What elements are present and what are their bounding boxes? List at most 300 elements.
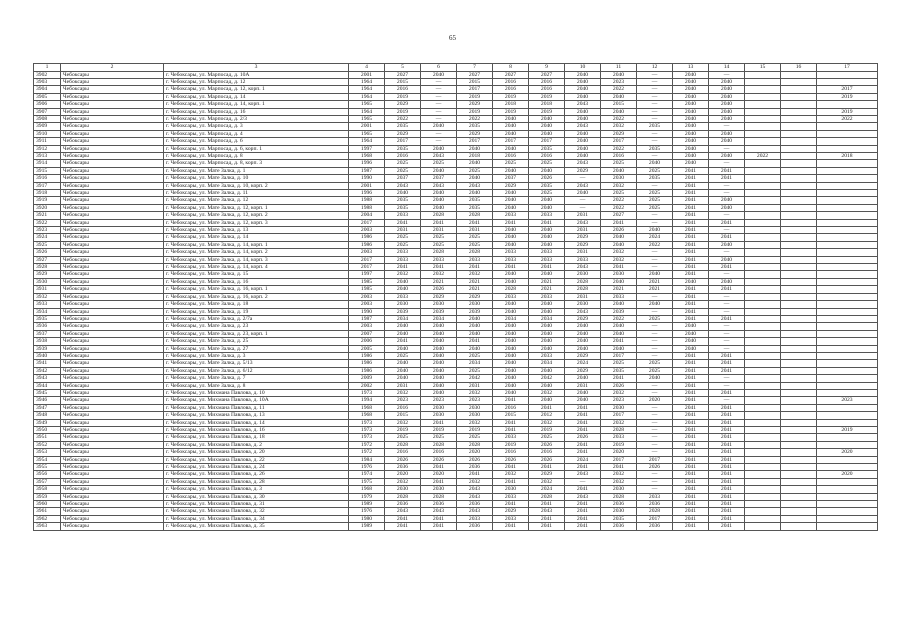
year-cell: 1976 [349,508,385,515]
year-cell [745,219,781,226]
settlement-cell: Чебоксары [61,412,164,419]
year-cell: — [637,382,673,389]
address-cell: г. Чебоксары, ул. Мате Залка, д. 23, корп. 1 [164,330,349,337]
year-cell: 2040 [493,375,529,382]
year-cell: 2040 [529,234,565,241]
year-cell: 2025 [637,204,673,211]
address-cell: г. Чебоксары, ул. Марпосад, д. 3 [164,123,349,130]
year-cell: 2041 [673,308,709,315]
year-cell [745,86,781,93]
year-cell: 2041 [493,523,529,530]
year-cell: 2033 [385,293,421,300]
year-cell: 2040 [457,315,493,322]
year-cell: 2043 [565,308,601,315]
year-cell [781,471,817,478]
year-cell: 1972 [349,441,385,448]
year-cell: 2023 [385,397,421,404]
table-row [34,449,878,456]
year-cell: 2023 [601,78,637,85]
year-cell: 2040 [565,190,601,197]
year-cell: — [709,249,745,256]
table-row [34,286,878,293]
year-cell: 2041 [673,404,709,411]
address-cell: г. Чебоксары, ул. Мате Залка, д. 12 [164,197,349,204]
year-cell: 2040 [493,308,529,315]
year-cell: 2041 [385,523,421,530]
year-cell: 2025 [385,160,421,167]
year-cell [817,145,878,152]
address-cell: г. Чебоксары, ул. Мате Залка, д. 6/12 [164,367,349,374]
row-number-cell: 3903 [34,78,61,85]
year-cell [817,456,878,463]
year-cell: 2040 [493,382,529,389]
year-cell: — [637,404,673,411]
year-cell: 2040 [601,108,637,115]
row-number-cell: 3945 [34,389,61,396]
address-cell: г. Чебоксары, ул. Михмана Павлова, д. 3 [164,486,349,493]
year-cell: — [637,115,673,122]
year-cell [745,286,781,293]
year-cell: 2019 [529,93,565,100]
year-cell: 2035 [529,145,565,152]
year-cell: 1964 [349,108,385,115]
table-row [34,175,878,182]
year-cell: 2040 [529,271,565,278]
column-header: 10 [565,64,601,72]
year-cell [745,501,781,508]
year-cell: 2026 [601,382,637,389]
year-cell: 2040 [601,323,637,330]
year-cell: 2016 [493,404,529,411]
year-cell: 2026 [421,456,457,463]
year-cell: 2041 [673,212,709,219]
year-cell: 2041 [529,523,565,530]
year-cell [781,241,817,248]
year-cell: 2040 [493,167,529,174]
address-cell: г. Чебоксары, ул. Мате Залка, д. 16 [164,278,349,285]
year-cell: 2040 [385,345,421,352]
row-number-cell: 3958 [34,486,61,493]
year-cell: — [637,308,673,315]
year-cell [781,478,817,485]
address-cell: г. Чебоксары, ул. Михмана Павлова, д. 2 [164,441,349,448]
year-cell [745,397,781,404]
year-cell: 1989 [349,501,385,508]
year-cell [781,315,817,322]
year-cell: 2040 [565,138,601,145]
address-cell: г. Чебоксары, ул. Мате Залка, д. 27 [164,345,349,352]
year-cell: 2026 [565,434,601,441]
settlement-cell: Чебоксары [61,449,164,456]
address-cell: г. Чебоксары, ул. Мате Залка, д. 14 [164,234,349,241]
year-cell: 2028 [601,493,637,500]
year-cell [745,360,781,367]
year-cell: 2016 [385,86,421,93]
year-cell: 2040 [493,389,529,396]
year-cell: 2040 [457,345,493,352]
settlement-cell: Чебоксары [61,456,164,463]
address-cell: г. Чебоксары, ул. Михмана Павлова, д. 35 [164,523,349,530]
row-number-cell: 3962 [34,515,61,522]
year-cell: 2041 [709,419,745,426]
address-cell: г. Чебоксары, ул. Мате Залка, д. 14, корп. 2 [164,249,349,256]
year-cell: 2041 [565,501,601,508]
year-cell: 2041 [493,264,529,271]
year-cell [781,323,817,330]
year-cell [817,464,878,471]
row-number-cell: 3929 [34,271,61,278]
year-cell: 1968 [349,486,385,493]
year-cell: 2040 [601,93,637,100]
row-number-cell: 3905 [34,93,61,100]
year-cell [781,249,817,256]
year-cell: 2020 [817,449,878,456]
year-cell: 1990 [349,308,385,315]
address-cell: г. Чебоксары, ул. Марпосад, д. 10А [164,71,349,78]
year-cell: 2040 [529,204,565,211]
year-cell: 2035 [637,175,673,182]
row-number-cell: 3915 [34,167,61,174]
year-cell [781,286,817,293]
year-cell: 2027 [529,71,565,78]
year-cell: 2043 [529,508,565,515]
year-cell [817,323,878,330]
year-cell: 2040 [601,301,637,308]
year-cell: 2032 [493,471,529,478]
year-cell: 2007 [349,330,385,337]
year-cell: 2041 [529,404,565,411]
settlement-cell: Чебоксары [61,471,164,478]
year-cell: 2036 [457,501,493,508]
year-cell: 2041 [709,501,745,508]
row-number-cell: 3911 [34,138,61,145]
year-cell: 2033 [529,212,565,219]
year-cell: 2019 [529,427,565,434]
year-cell: 2033 [529,256,565,263]
year-cell [745,352,781,359]
year-cell: 2029 [421,293,457,300]
year-cell: 2028 [457,212,493,219]
year-cell [817,501,878,508]
year-cell: 2041 [673,234,709,241]
row-number-cell: 3908 [34,115,61,122]
year-cell: 2040 [457,323,493,330]
year-cell [781,493,817,500]
year-cell: 2032 [385,478,421,485]
year-cell: 2040 [673,78,709,85]
year-cell: 2001 [349,71,385,78]
address-cell: г. Чебоксары, ул. Михмана Павлова, д. 13 [164,412,349,419]
year-cell [781,293,817,300]
year-cell [745,204,781,211]
year-cell [781,219,817,226]
year-cell: 2018 [493,101,529,108]
year-cell: 2024 [565,360,601,367]
year-cell: 2040 [493,227,529,234]
year-cell: 2025 [421,234,457,241]
year-cell: — [421,86,457,93]
year-cell: 2028 [601,427,637,434]
year-cell: 2040 [529,227,565,234]
year-cell: 2017 [457,86,493,93]
table-row [34,190,878,197]
year-cell: 2040 [565,323,601,330]
year-cell: 2040 [493,271,529,278]
settlement-cell: Чебоксары [61,464,164,471]
row-number-cell: 3955 [34,464,61,471]
year-cell [817,138,878,145]
year-cell: 2029 [457,130,493,137]
year-cell: 2041 [709,175,745,182]
address-cell: г. Чебоксары, ул. Михмана Павлова, д. 28 [164,478,349,485]
year-cell: 2041 [385,515,421,522]
year-cell: 2040 [493,330,529,337]
year-cell: 2040 [457,160,493,167]
year-cell [781,145,817,152]
settlement-cell: Чебоксары [61,515,164,522]
address-cell: г. Чебоксары, ул. Марпосад, д. 6, корп. 1 [164,145,349,152]
table-row [34,464,878,471]
row-number-cell: 3960 [34,501,61,508]
address-cell: г. Чебоксары, ул. Мате Залка, д. 5/13 [164,360,349,367]
row-number-cell: 3952 [34,441,61,448]
address-cell: г. Чебоксары, ул. Марпосад, д. 6 [164,138,349,145]
year-cell: 2041 [673,197,709,204]
year-cell: 2041 [421,264,457,271]
year-cell: 2041 [673,367,709,374]
year-cell [781,86,817,93]
year-cell: 2043 [565,123,601,130]
year-cell [745,493,781,500]
year-cell: 2041 [565,404,601,411]
year-cell: 2041 [673,190,709,197]
row-number-cell: 3956 [34,471,61,478]
table-row [34,486,878,493]
table-row [34,227,878,234]
year-cell: 2035 [601,515,637,522]
settlement-cell: Чебоксары [61,249,164,256]
year-cell: 2036 [637,501,673,508]
year-cell: 1990 [349,175,385,182]
year-cell: 2041 [709,486,745,493]
year-cell: 2029 [565,241,601,248]
table-row [34,204,878,211]
row-number-cell: 3961 [34,508,61,515]
column-header: 1 [34,64,61,72]
column-header: 15 [745,64,781,72]
year-cell: 2032 [601,471,637,478]
year-cell: 2040 [493,123,529,130]
row-number-cell: 3904 [34,86,61,93]
year-cell: — [637,330,673,337]
year-cell: 2041 [493,464,529,471]
column-header: 16 [781,64,817,72]
year-cell: 2040 [457,330,493,337]
address-cell: г. Чебоксары, ул. Михмана Павлова, д. 24 [164,464,349,471]
year-cell: 2041 [673,315,709,322]
year-cell: 2040 [673,71,709,78]
year-cell: 2019 [457,427,493,434]
year-cell: 2017 [349,256,385,263]
year-cell: 2031 [565,382,601,389]
address-cell: г. Чебоксары, ул. Михмана Павлова, д. 16 [164,427,349,434]
year-cell: 2040 [709,204,745,211]
year-cell: 2043 [565,471,601,478]
year-cell [781,308,817,315]
year-cell: 2027 [457,71,493,78]
year-cell: — [421,138,457,145]
year-cell: 2040 [709,278,745,285]
year-cell: 2033 [385,256,421,263]
year-cell: 2041 [673,204,709,211]
year-cell: 2041 [601,464,637,471]
year-cell [817,123,878,130]
year-cell [817,375,878,382]
year-cell: 2041 [709,449,745,456]
year-cell: 2040 [421,123,457,130]
year-cell: — [565,175,601,182]
table-row [34,182,878,189]
year-cell: 2041 [457,264,493,271]
year-cell: 2031 [565,249,601,256]
year-cell [745,241,781,248]
year-cell: 1975 [349,478,385,485]
year-cell: 2029 [565,352,601,359]
year-cell: 2041 [421,478,457,485]
year-cell [781,190,817,197]
column-header: 9 [529,64,565,72]
row-number-cell: 3932 [34,293,61,300]
row-number-cell: 3943 [34,375,61,382]
table-row [34,501,878,508]
year-cell: 2035 [385,123,421,130]
year-cell [781,93,817,100]
year-cell: 2040 [709,256,745,263]
year-cell: 2025 [421,434,457,441]
year-cell [817,234,878,241]
year-cell [817,204,878,211]
year-cell: 2039 [385,308,421,315]
year-cell: 2019 [817,108,878,115]
year-cell: 2028 [457,441,493,448]
year-cell [781,271,817,278]
year-cell: 2016 [601,152,637,159]
address-cell: г. Чебоксары, ул. Михмана Павлова, д. 26 [164,471,349,478]
year-cell: 2019 [493,108,529,115]
row-number-cell: 3946 [34,397,61,404]
year-cell [781,197,817,204]
year-cell: 2040 [565,78,601,85]
year-cell [745,419,781,426]
year-cell: 2001 [349,182,385,189]
address-cell: г. Чебоксары, ул. Михмана Павлова, д. 10А [164,397,349,404]
year-cell: 2040 [601,241,637,248]
year-cell: 2041 [673,219,709,226]
year-cell: — [709,71,745,78]
year-cell: 2040 [673,323,709,330]
year-cell: 2022 [601,197,637,204]
year-cell [817,249,878,256]
year-cell [817,293,878,300]
year-cell: 2041 [673,419,709,426]
year-cell [781,152,817,159]
year-cell: 2040 [565,397,601,404]
year-cell: 2032 [529,478,565,485]
year-cell: 2026 [421,286,457,293]
settlement-cell: Чебоксары [61,352,164,359]
year-cell: 2041 [565,449,601,456]
year-cell [781,101,817,108]
year-cell: 2025 [493,160,529,167]
year-cell: 2041 [709,286,745,293]
year-cell [781,508,817,515]
year-cell: 2043 [565,182,601,189]
year-cell [745,71,781,78]
year-cell: 2028 [637,508,673,515]
year-cell: 2019 [421,427,457,434]
year-cell: 2040 [421,352,457,359]
column-header: 17 [817,64,878,72]
year-cell: 2040 [673,108,709,115]
settlement-cell: Чебоксары [61,190,164,197]
year-cell: 2040 [421,382,457,389]
year-cell: 2012 [529,412,565,419]
year-cell: 2022 [601,145,637,152]
year-cell: 2030 [601,508,637,515]
address-cell: г. Чебоксары, ул. Мате Залка, д. 18 [164,301,349,308]
year-cell: 2032 [457,419,493,426]
year-cell [781,256,817,263]
year-cell: 2041 [385,264,421,271]
address-cell: г. Чебоксары, ул. Михмана Павлова, д. 22 [164,456,349,463]
year-cell: 2032 [601,256,637,263]
year-cell: 2016 [421,449,457,456]
row-number-cell: 3926 [34,249,61,256]
year-cell: 2040 [421,71,457,78]
year-cell [781,345,817,352]
year-cell: 2041 [385,338,421,345]
year-cell [781,278,817,285]
address-cell: г. Чебоксары, ул. Мате Залка, д. 3 [164,352,349,359]
year-cell: 2040 [637,160,673,167]
settlement-cell: Чебоксары [61,404,164,411]
year-cell: 2029 [601,130,637,137]
year-cell: 2025 [637,197,673,204]
table-row [34,493,878,500]
address-cell: г. Чебоксары, ул. Мате Залка, д. 12, корп. 1 [164,204,349,211]
year-cell: 2022 [601,115,637,122]
year-cell: 2016 [493,78,529,85]
year-cell [781,301,817,308]
year-cell: — [637,71,673,78]
settlement-cell: Чебоксары [61,138,164,145]
year-cell: 2041 [529,464,565,471]
year-cell [781,382,817,389]
year-cell: 2040 [493,301,529,308]
table-row [34,345,878,352]
settlement-cell: Чебоксары [61,264,164,271]
year-cell: 2030 [601,175,637,182]
year-cell: 2021 [637,286,673,293]
year-cell: 2033 [421,256,457,263]
year-cell [781,434,817,441]
year-cell: 2017 [385,138,421,145]
year-cell: 2041 [493,219,529,226]
year-cell: 2017 [601,456,637,463]
year-cell: — [637,138,673,145]
year-cell: 1988 [349,197,385,204]
year-cell: 2030 [421,301,457,308]
